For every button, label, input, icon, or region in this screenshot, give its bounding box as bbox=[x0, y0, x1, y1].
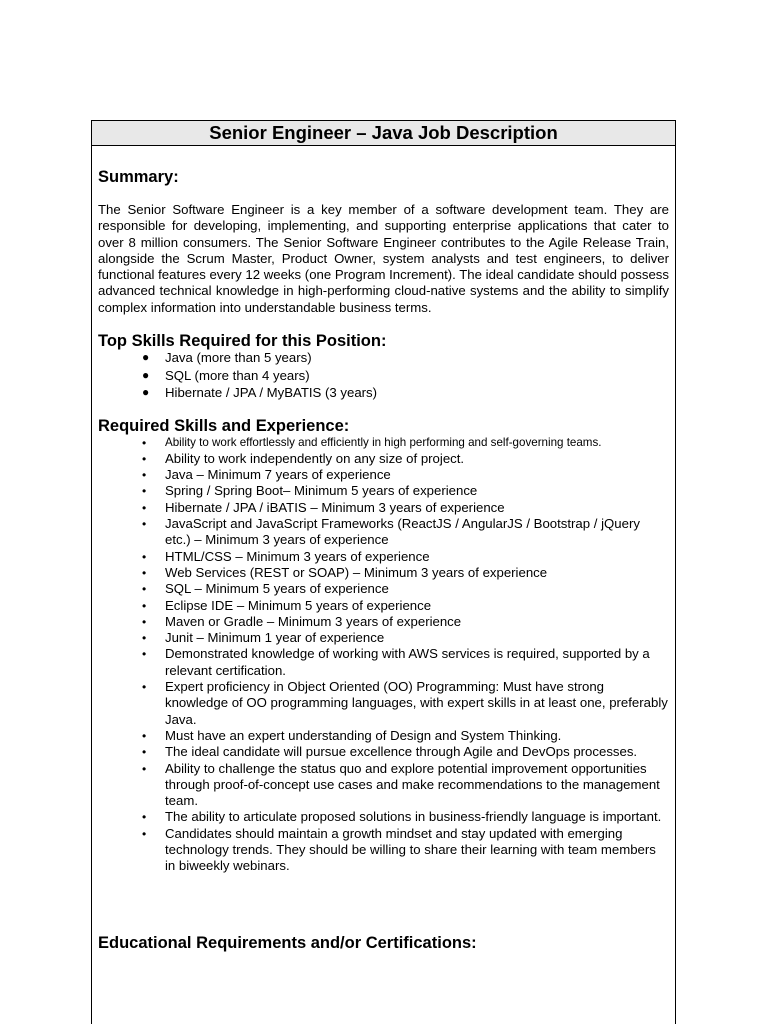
list-item: • Demonstrated knowledge of working with AWS services is required, supported by a relevant certification. bbox=[142, 646, 650, 678]
bullet-icon: ● bbox=[142, 350, 150, 365]
list-item: ● SQL (more than 4 years) bbox=[142, 367, 310, 383]
bullet-icon: • bbox=[142, 761, 147, 776]
bullet-icon: ● bbox=[142, 385, 150, 400]
bullet-icon: • bbox=[142, 468, 147, 483]
bullet-icon: • bbox=[142, 810, 147, 825]
education-heading: Educational Requirements and/or Certifications: bbox=[98, 933, 477, 952]
list-item: • SQL – Minimum 5 years of experience bbox=[142, 581, 389, 597]
bullet-icon: • bbox=[142, 680, 147, 695]
list-item: • The ability to articulate proposed solutions in business-friendly language is important. bbox=[142, 809, 662, 825]
bullet-icon: • bbox=[142, 647, 147, 662]
bullet-icon: • bbox=[142, 451, 147, 466]
list-item: • Ability to challenge the status quo and explore potential improvement opportunities through proof-of-concept use cases and make recommendations to the management team. bbox=[142, 760, 660, 809]
summary-heading: Summary: bbox=[98, 168, 179, 186]
list-item: • Junit – Minimum 1 year of experience bbox=[142, 630, 385, 646]
list-item: ● Hibernate / JPA / MyBATIS (3 years) bbox=[142, 385, 378, 401]
bullet-icon: • bbox=[142, 826, 147, 841]
list-item: • Eclipse IDE – Minimum 5 years of experience bbox=[142, 597, 432, 613]
list-item: • JavaScript and JavaScript Frameworks (ReactJS / AngularJS / Bootstrap / jQuery etc.) – Minimum 3 years of experience bbox=[142, 516, 640, 548]
list-item: • Expert proficiency in Object Oriented (OO) Programming: Must have strong knowledge of OO programming languages, with expert skills in at least one, preferably Java. bbox=[142, 679, 668, 727]
list-item: • Java – Minimum 7 years of experience bbox=[142, 467, 391, 483]
bullet-icon: • bbox=[142, 728, 147, 743]
list-item: • Spring / Spring Boot– Minimum 5 years of experience bbox=[142, 483, 478, 499]
required-skills-heading: Required Skills and Experience: bbox=[98, 416, 350, 435]
bullet-icon: ● bbox=[142, 367, 150, 382]
required-skills-list bbox=[98, 435, 669, 875]
list-item: • Hibernate / JPA / iBATIS – Minimum 3 years of experience bbox=[142, 499, 505, 515]
bullet-icon: • bbox=[142, 435, 147, 450]
list-item: • Must have an expert understanding of Design and System Thinking. bbox=[142, 727, 562, 743]
list-item: • HTML/CSS – Minimum 3 years of experience bbox=[142, 548, 430, 564]
list-item: • Ability to work independently on any size of project. bbox=[142, 450, 465, 466]
top-skills-heading: Top Skills Required for this Position: bbox=[98, 332, 387, 351]
list-item: ● Java (more than 5 years) bbox=[142, 350, 312, 366]
bullet-icon: • bbox=[142, 631, 147, 646]
job-description-document bbox=[91, 120, 676, 1024]
list-item: • Maven or Gradle – Minimum 3 years of experience bbox=[142, 613, 462, 629]
top-skills-list bbox=[98, 349, 669, 402]
bullet-icon: • bbox=[142, 500, 147, 515]
bullet-icon: • bbox=[142, 565, 147, 580]
list-item: • Web Services (REST or SOAP) – Minimum 3 years of experience bbox=[142, 564, 548, 580]
bullet-icon: • bbox=[142, 614, 147, 629]
document-body bbox=[92, 167, 675, 953]
document-title: Senior Engineer – Java Job Description bbox=[92, 121, 675, 146]
list-item: • The ideal candidate will pursue excellence through Agile and DevOps processes. bbox=[142, 744, 638, 760]
bullet-icon: • bbox=[142, 745, 147, 760]
list-item: • Ability to work effortlessly and efficiently in high performing and self-governing teams. bbox=[142, 435, 602, 450]
bullet-icon: • bbox=[142, 517, 147, 532]
bullet-icon: • bbox=[142, 484, 147, 499]
list-item: • Candidates should maintain a growth mindset and stay updated with emerging technology trends. They should be willing to share their learning with team members in biweekly webinars. bbox=[142, 825, 656, 874]
bullet-icon: • bbox=[142, 582, 147, 597]
bullet-icon: • bbox=[142, 598, 147, 613]
bullet-icon: • bbox=[142, 549, 147, 564]
summary-paragraph: The Senior Software Engineer is a key member of a software development team. They are responsible for developing, implementing, and supporting enterprise applications that cater to over 8 million consumers. The Senior Software Engineer contributes to the Agile Release Train, alongside the Scrum Master, Product Owner, system analysts and test engineers, to deliver functional features every 12 weeks (one Program Increment). The ideal candidate should possess advanced technical knowledge in high-performing cloud-native systems and the ability to simplify complex information into understandable business terms. bbox=[98, 202, 669, 315]
